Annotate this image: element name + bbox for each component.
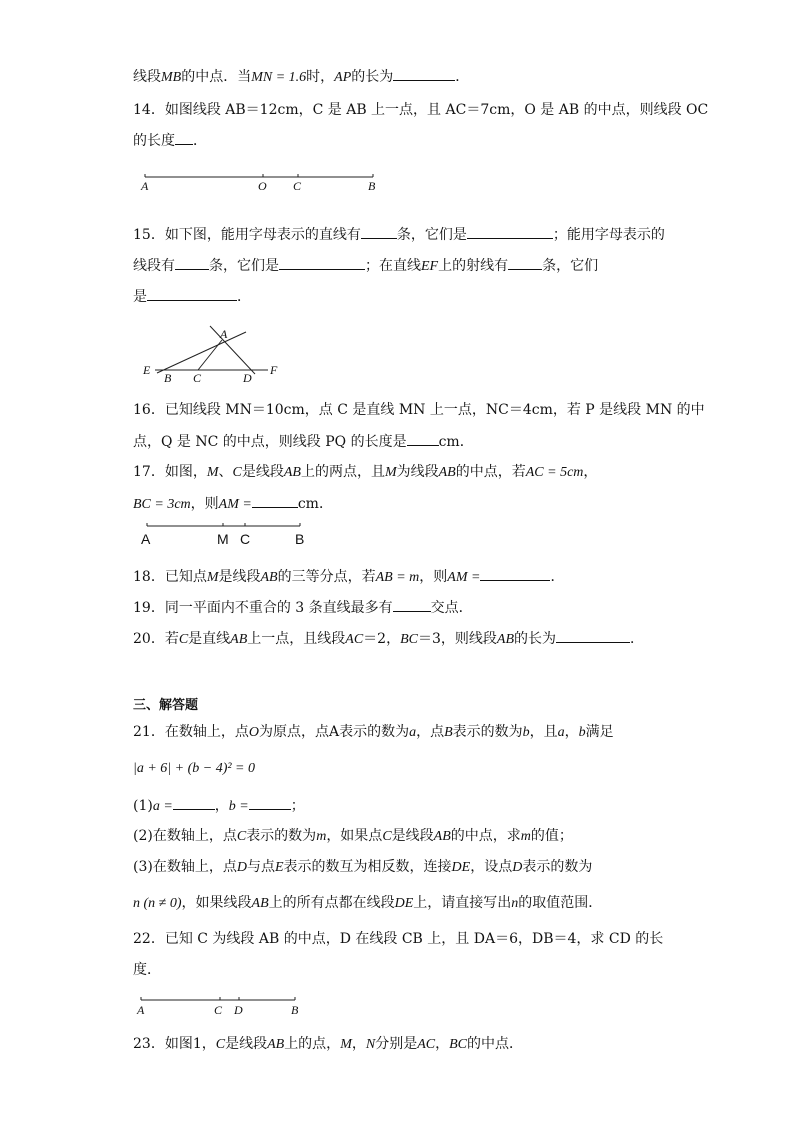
point-label-a: A [220,327,228,341]
q15-lines-figure [140,324,290,386]
q13-continuation: 线段MB的中点．当MN = 1.6时，AP的长为 ． [133,66,469,88]
point-label-e: E [143,363,151,377]
q17-line2: BC = 3cm，则AM = cm． [133,493,333,515]
q14-line2: 的长度 ． [133,130,207,151]
answer-blank[interactable] [147,286,237,301]
answer-blank[interactable] [393,66,455,81]
q20-line: 20．若C是直线AB上一点，且线段AC＝2，BC＝3，则线段AB的长为 ． [133,628,644,650]
point-label-c: C [293,179,302,193]
section-heading: 三、解答题 [133,698,199,713]
q22-line1: 22．已知 C 为线段 AB 的中点，D 在线段 CB 上，且 DA＝6，DB＝4，求 CD 的长 [133,931,664,947]
point-label-d: D [243,371,252,385]
point-label-a: A [141,179,149,193]
answer-blank[interactable] [480,566,550,581]
point-label-b: B [295,531,305,547]
point-label-b: B [291,1003,299,1017]
answer-blank[interactable] [467,224,553,239]
line-ad [210,326,255,374]
point-label-c: C [214,1003,223,1017]
q18-line: 18．已知点M是线段AB的三等分点，若AB = m，则AM = ． [133,566,564,588]
answer-blank[interactable] [175,255,209,270]
point-label-b: B [368,179,376,193]
answer-blank[interactable] [407,431,439,446]
q15-line1: 15．如下图，能用字母表示的直线有 条，它们是 ；能用字母表示的 [133,224,665,245]
answer-blank[interactable] [393,597,431,612]
point-label-m: M [217,531,229,547]
q21-part3-line1: (3)在数轴上，点D与点E表示的数互为相反数，连接DE，设点D表示的数为 [133,859,593,875]
line-through-a [157,332,246,373]
q17-segment-figure [135,518,315,548]
q22-segment-figure [133,991,313,1021]
segment-ac [198,340,222,370]
point-label-a: A [141,531,151,547]
q19-line: 19．同一平面内不重合的 3 条直线最多有 交点． [133,597,473,618]
answer-blank[interactable] [173,795,215,810]
q21-part1: (1)a = ，b = ； [133,795,305,817]
q21-part3-line2: n (n ≠ 0)，如果线段AB上的所有点都在线段DE上，请直接写出n的取值范围． [133,895,603,911]
point-label-c: C [193,371,202,385]
q23-line1: 23．如图1，C是线段AB上的点，M，N分别是AC，BC的中点． [133,1036,523,1052]
point-label-f: F [270,363,278,377]
answer-blank[interactable] [252,493,298,508]
q14-segment-figure [133,168,393,198]
answer-blank[interactable] [508,255,542,270]
q15-line3: 是 ． [133,286,251,307]
q21-line1: 21．在数轴上，点O为原点，点A表示的数为a，点B表示的数为b，且a，b满足 [133,724,614,740]
answer-blank[interactable] [556,628,630,643]
answer-blank[interactable] [279,255,365,270]
q21-part2: (2)在数轴上，点C表示的数为m，如果点C是线段AB的中点，求m的值； [133,828,573,844]
point-label-c: C [240,531,251,547]
q15-line2: 线段有 条，它们是 ；在直线EF上的射线有 条，它们 [133,255,598,277]
q16-line1: 16．已知线段 MN＝10cm，点 C 是直线 MN 上一点，NC＝4cm，若 P 是线段 MN 的中 [133,402,705,418]
q17-line1: 17．如图，M、C是线段AB上的两点，且M为线段AB的中点，若AC = 5cm， [133,464,598,480]
q22-line2: 度． [133,962,161,978]
answer-blank[interactable] [249,795,291,810]
point-label-d: D [234,1003,243,1017]
point-label-o: O [258,179,267,193]
answer-blank[interactable] [175,130,193,145]
point-label-b: B [164,371,172,385]
q14-line1: 14．如图线段 AB＝12cm，C 是 AB 上一点，且 AC＝7cm，O 是 AB 的中点，则线段 OC [133,102,709,118]
answer-blank[interactable] [361,224,397,239]
point-label-a: A [137,1003,145,1017]
q21-equation: |a + 6| + (b − 4)² = 0 [133,761,256,776]
q16-line2: 点，Q 是 NC 的中点，则线段 PQ 的长度是 cm． [133,431,474,452]
